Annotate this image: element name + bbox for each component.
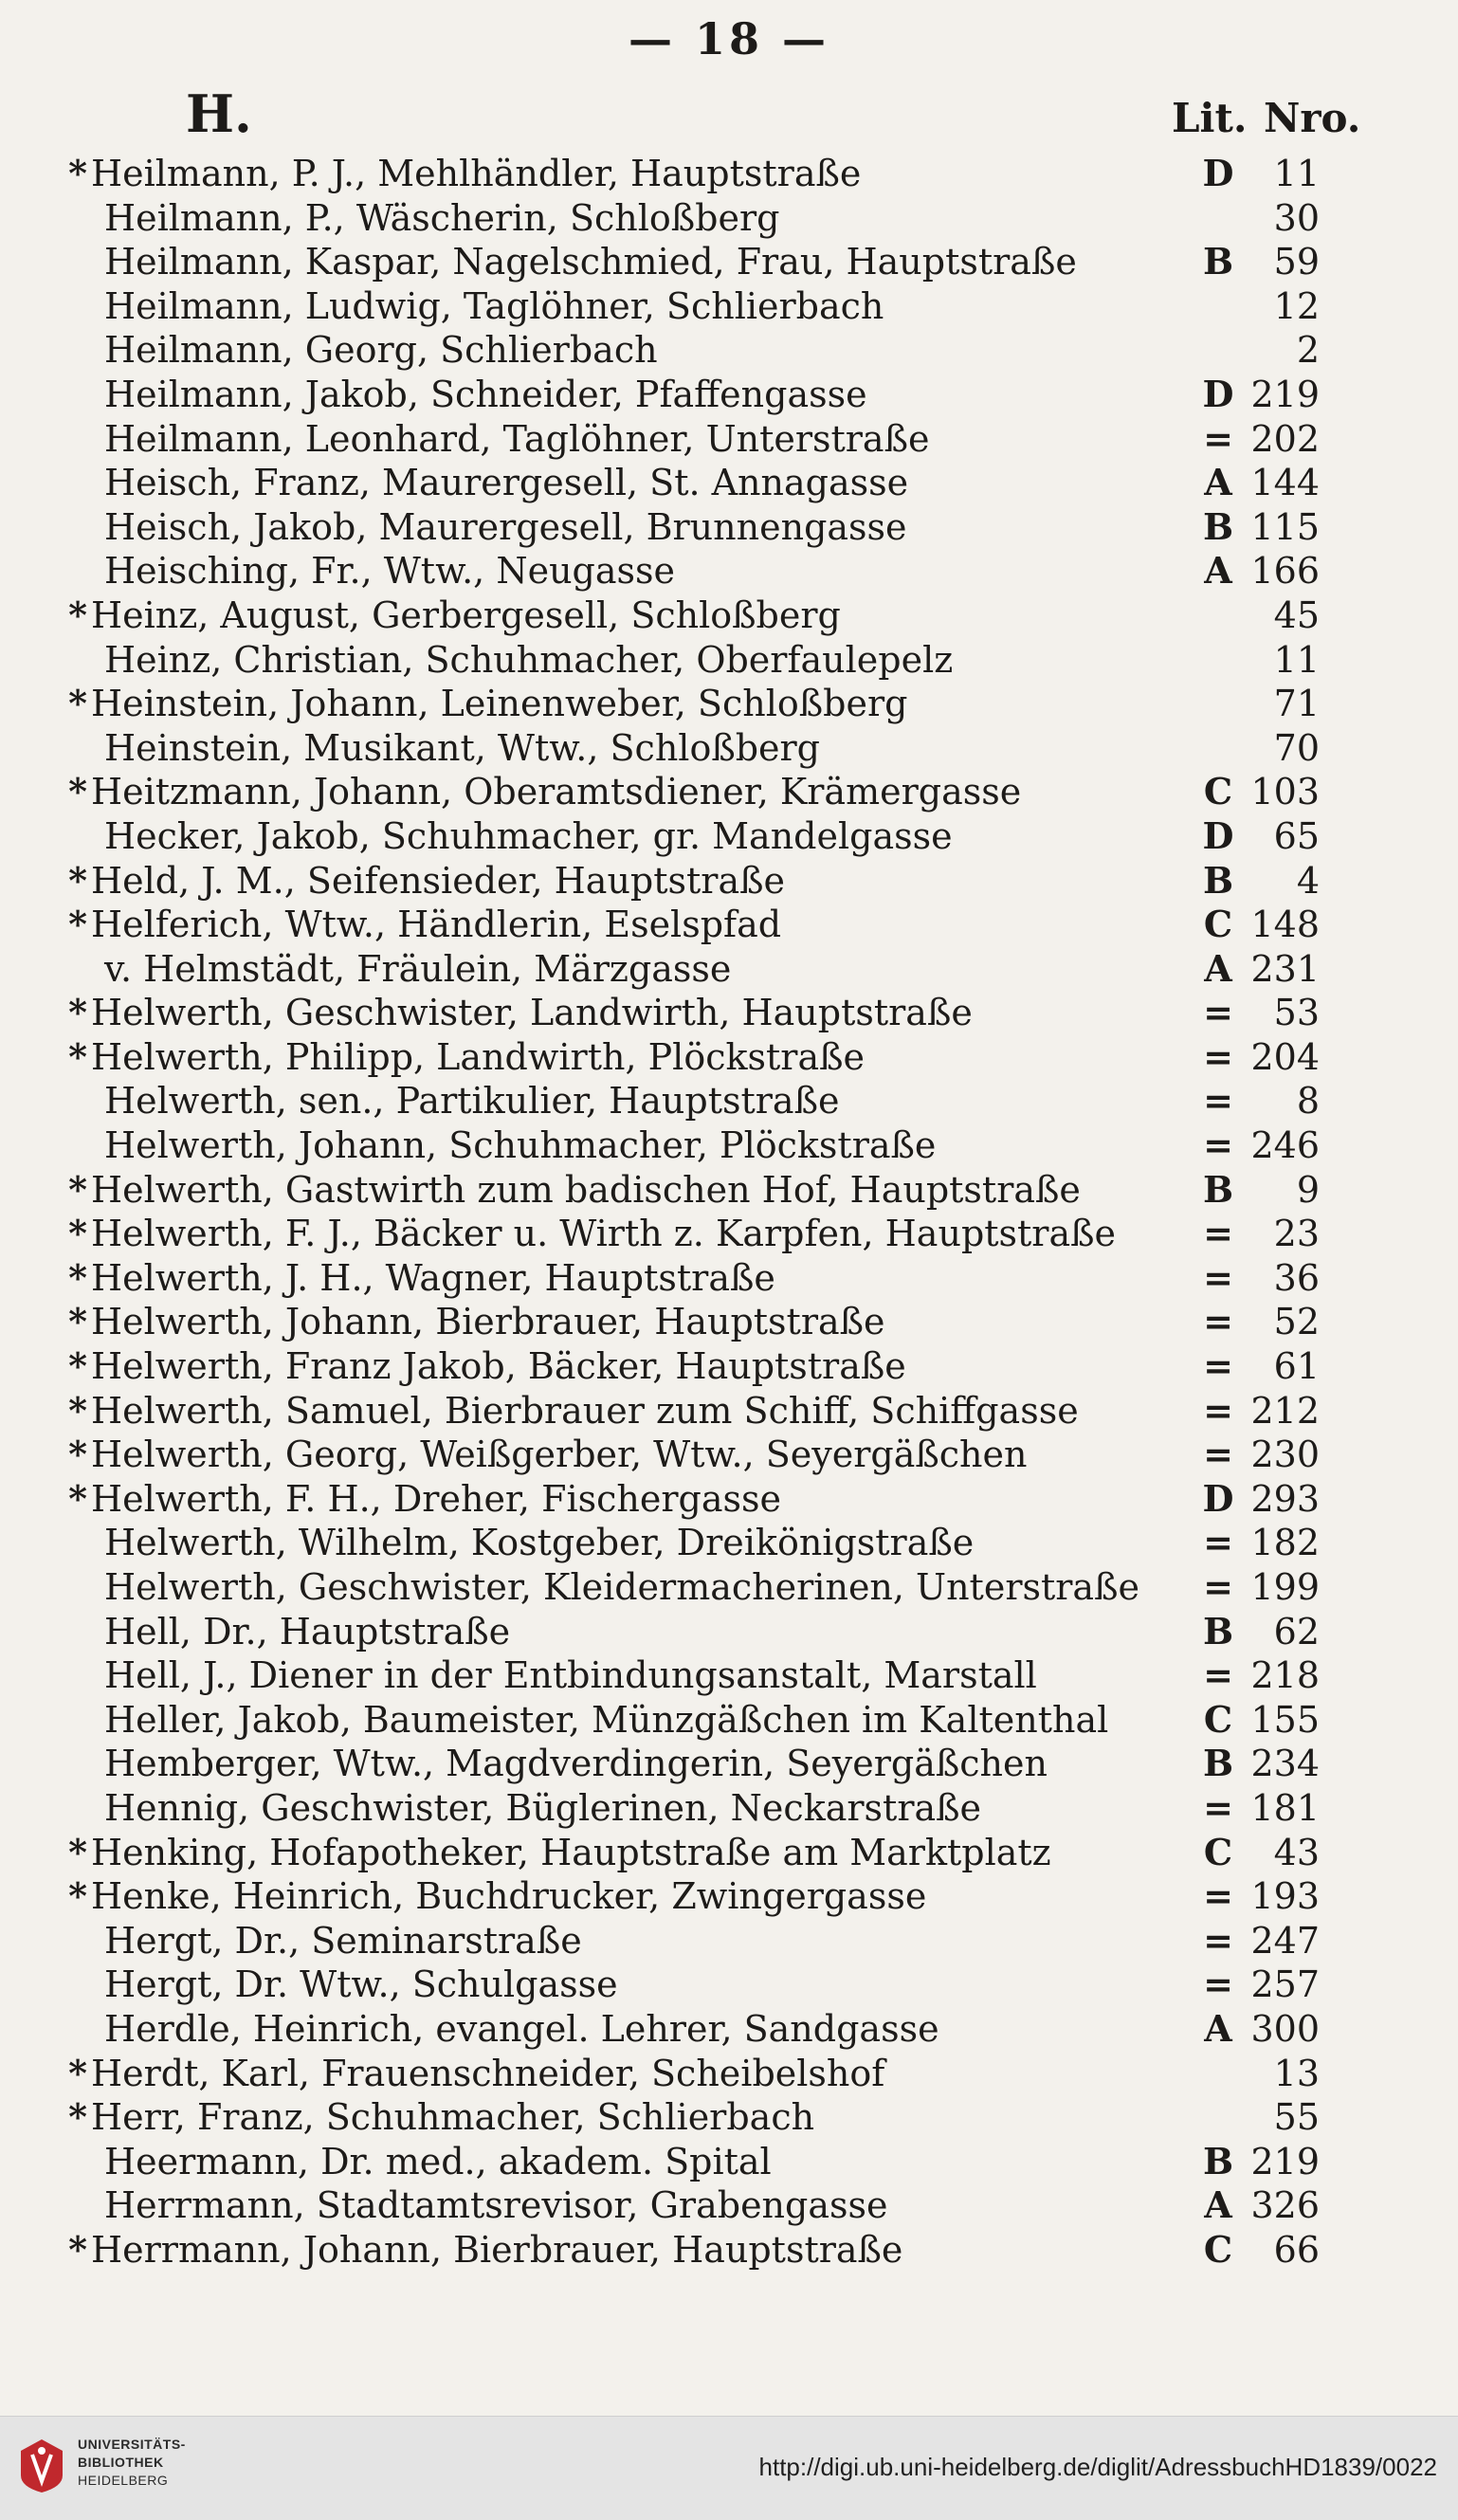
entry-name: Heinz, August, Gerbergesell, Schloßberg (91, 593, 841, 636)
entry-name: Helwerth, Gastwirth zum badischen Hof, Hauptstraße (91, 1168, 1081, 1211)
entry-nro: 71 (1273, 683, 1320, 725)
entry-mark: * (68, 1388, 87, 1432)
entry-lit: = (1203, 1123, 1233, 1167)
directory-entry (0, 682, 1458, 726)
entry-lit: C (1203, 2227, 1233, 2271)
entry-lit: B (1202, 240, 1234, 283)
column-header-nro: Nro. (1264, 95, 1361, 141)
entry-lit: = (1203, 416, 1233, 460)
entry-name: Heinstein, Musikant, Wtw., Schloßberg (104, 726, 821, 769)
entry-nro: 199 (1250, 1566, 1320, 1608)
entry-name: Heisch, Franz, Maurergesell, St. Annagasse (104, 462, 909, 504)
entry-name: Helwerth, Samuel, Bierbrauer zum Schiff, Schiffgasse (91, 1389, 1079, 1432)
entry-mark: * (68, 903, 87, 946)
entry-nro: 9 (1296, 1168, 1320, 1211)
entry-name: Held, J. M., Seifensieder, Hauptstraße (91, 859, 785, 902)
directory-entry (0, 2095, 1458, 2140)
entry-name: Hell, Dr., Hauptstraße (104, 1610, 511, 1653)
entry-name: Helwerth, Wilhelm, Kostgeber, Dreikönigstraße (104, 1522, 975, 1564)
entry-name: Heilmann, Kaspar, Nagelschmied, Frau, Hauptstraße (104, 241, 1077, 283)
entry-nro: 12 (1273, 284, 1320, 327)
directory-entry (0, 1831, 1458, 1875)
entry-lit: C (1203, 903, 1233, 946)
entry-name: Herr, Franz, Schuhmacher, Schlierbach (91, 2096, 815, 2139)
entry-name: Hergt, Dr. Wtw., Schulgasse (104, 1963, 618, 2006)
entry-lit: = (1203, 1079, 1233, 1123)
entry-lit: = (1203, 1963, 1233, 2006)
directory-entry (0, 1433, 1458, 1477)
section-letter: H. (186, 83, 252, 144)
entry-lit: B (1202, 2139, 1234, 2182)
directory-entry (0, 2183, 1458, 2228)
entry-name: Heller, Jakob, Baumeister, Münzgäßchen im Kaltenthal (104, 1698, 1109, 1741)
entry-mark: * (68, 682, 87, 725)
entry-mark: * (68, 1433, 87, 1476)
directory-entry (0, 549, 1458, 593)
entry-mark: * (68, 1034, 87, 1078)
entry-name: Helwerth, Johann, Bierbrauer, Hauptstraße (91, 1301, 885, 1343)
directory-entry (0, 1653, 1458, 1698)
directory-entry (0, 1698, 1458, 1743)
directory-entry (0, 726, 1458, 771)
entry-lit: = (1203, 1433, 1233, 1476)
directory-entry (0, 373, 1458, 417)
entry-lit: B (1202, 504, 1234, 548)
entry-mark: * (68, 2095, 87, 2139)
entry-nro: 166 (1250, 550, 1320, 593)
entry-lit: D (1202, 813, 1234, 857)
entry-name: Heilmann, P., Wäscherin, Schloßberg (104, 196, 780, 239)
entry-nro: 55 (1273, 2096, 1320, 2139)
directory-entry (0, 1389, 1458, 1433)
directory-entry (0, 1521, 1458, 1565)
entry-name: Heilmann, P. J., Mehlhändler, Hauptstraße (91, 153, 862, 194)
directory-entry (0, 152, 1458, 196)
entry-lit: A (1204, 2006, 1232, 2050)
directory-entry (0, 1300, 1458, 1344)
entry-nro: 247 (1250, 1919, 1320, 1962)
directory-entry (0, 1477, 1458, 1522)
entry-nro: 246 (1250, 1124, 1320, 1167)
entry-mark: * (68, 1344, 87, 1388)
directory-entry (0, 328, 1458, 373)
directory-entry (0, 1610, 1458, 1654)
entry-lit: = (1203, 991, 1233, 1034)
directory-entry (0, 461, 1458, 505)
entry-nro: 30 (1273, 196, 1320, 239)
entry-lit: = (1203, 1785, 1233, 1829)
entry-name: Heermann, Dr. med., akadem. Spital (104, 2140, 772, 2182)
entry-nro: 43 (1273, 1831, 1320, 1873)
viewer-footer (0, 2416, 1458, 2520)
entry-lit: = (1203, 1565, 1233, 1608)
directory-entry (0, 2007, 1458, 2052)
entry-lit: B (1202, 1167, 1234, 1211)
entry-lit: D (1202, 1476, 1234, 1520)
source-url-link[interactable]: http://digi.ub.uni-heidelberg.de/diglit/AdressbuchHD1839/0022 (758, 2453, 1437, 2481)
entry-mark: * (68, 1830, 87, 1873)
entry-name: Heinstein, Johann, Leinenweber, Schloßberg (91, 683, 908, 725)
entry-nro: 300 (1250, 2007, 1320, 2050)
entry-name: Helwerth, sen., Partikulier, Hauptstraße (104, 1080, 840, 1123)
entry-lit: D (1202, 152, 1234, 194)
entry-nro: 4 (1296, 859, 1320, 902)
entry-name: Helwerth, F. H., Dreher, Fischergasse (91, 1477, 781, 1520)
entry-lit: = (1203, 1212, 1233, 1255)
entry-name: Heinz, Christian, Schuhmacher, Oberfaulepelz (104, 638, 954, 681)
entry-nro: 193 (1250, 1875, 1320, 1918)
entry-lit: = (1203, 1344, 1233, 1388)
entry-name: Helferich, Wtw., Händlerin, Eselspfad (91, 904, 782, 946)
entry-nro: 182 (1250, 1522, 1320, 1564)
library-logo-text: UNIVERSITÄTS- BIBLIOTHEK HEIDELBERG (78, 2437, 186, 2488)
entry-lit: = (1203, 1874, 1233, 1918)
university-seal-icon (17, 2438, 66, 2494)
directory-entry (0, 1035, 1458, 1080)
directory-entry (0, 1565, 1458, 1610)
entry-name: Helwerth, Franz Jakob, Bäcker, Hauptstraße (91, 1345, 906, 1388)
entry-lit: A (1204, 549, 1232, 593)
entry-nro: 218 (1250, 1654, 1320, 1697)
entry-nro: 155 (1250, 1698, 1320, 1741)
directory-entry (0, 2228, 1458, 2273)
entry-nro: 293 (1250, 1477, 1320, 1520)
directory-entry (0, 770, 1458, 814)
entry-nro: 45 (1273, 593, 1320, 636)
entry-nro: 219 (1250, 2140, 1320, 2182)
entry-nro: 231 (1250, 947, 1320, 990)
entry-mark: * (68, 1874, 87, 1918)
entry-lit: B (1202, 1609, 1234, 1653)
entry-nro: 66 (1273, 2228, 1320, 2271)
entry-mark: * (68, 858, 87, 902)
entry-lit: B (1202, 858, 1234, 902)
entry-nro: 70 (1273, 726, 1320, 769)
directory-entry (0, 638, 1458, 683)
entry-nro: 61 (1273, 1345, 1320, 1388)
entry-nro: 234 (1250, 1743, 1320, 1785)
directory-entry (0, 1919, 1458, 1963)
entry-name: Hemberger, Wtw., Magdverdingerin, Seyergäßchen (104, 1743, 1048, 1785)
entry-lit: A (1204, 946, 1232, 990)
entry-name: Herdle, Heinrich, evangel. Lehrer, Sandgasse (104, 2007, 939, 2050)
directory-entry (0, 1212, 1458, 1256)
entry-lit: C (1203, 1697, 1233, 1741)
entry-mark: * (68, 991, 87, 1034)
entry-lit: = (1203, 1300, 1233, 1343)
entry-nro: 144 (1250, 462, 1320, 504)
entry-lit: C (1203, 770, 1233, 813)
entry-nro: 181 (1250, 1786, 1320, 1829)
entry-name: Henke, Heinrich, Buchdrucker, Zwingergasse (91, 1875, 927, 1918)
directory-entry (0, 1344, 1458, 1389)
directory-entry (0, 1874, 1458, 1919)
entry-nro: 13 (1273, 2052, 1320, 2094)
directory-entry (0, 417, 1458, 462)
entry-nro: 65 (1273, 814, 1320, 857)
entry-name: Helwerth, Geschwister, Landwirth, Hauptstraße (91, 992, 973, 1034)
directory-entry (0, 2140, 1458, 2184)
entry-name: Heilmann, Georg, Schlierbach (104, 329, 658, 372)
entry-mark: * (68, 1167, 87, 1211)
entry-name: Helwerth, F. J., Bäcker u. Wirth z. Karpfen, Hauptstraße (91, 1213, 1116, 1255)
entry-mark: * (68, 1476, 87, 1520)
directory-entry (0, 903, 1458, 947)
entry-lit: B (1202, 1742, 1234, 1785)
entry-name: Henking, Hofapotheker, Hauptstraße am Marktplatz (91, 1831, 1051, 1873)
entry-lit: C (1203, 1830, 1233, 1873)
directory-entry (0, 1963, 1458, 2007)
entry-name: Herrmann, Johann, Bierbrauer, Hauptstraße (91, 2228, 903, 2271)
directory-entry (0, 991, 1458, 1035)
entry-nro: 219 (1250, 373, 1320, 415)
entry-nro: 2 (1296, 329, 1320, 372)
directory-entry (0, 1256, 1458, 1301)
entry-nro: 103 (1250, 771, 1320, 813)
entry-name: Heilmann, Ludwig, Taglöhner, Schlierbach (104, 284, 884, 327)
entry-name: Hell, J., Diener in der Entbindungsanstalt, Marstall (104, 1654, 1037, 1697)
entry-lit: A (1204, 2183, 1232, 2227)
directory-entry (0, 284, 1458, 329)
entry-nro: 52 (1273, 1301, 1320, 1343)
directory-entry (0, 2052, 1458, 2096)
entry-nro: 62 (1273, 1610, 1320, 1653)
directory-entry (0, 814, 1458, 859)
entry-nro: 326 (1250, 2184, 1320, 2227)
entry-name: Heilmann, Leonhard, Taglöhner, Unterstraße (104, 417, 930, 460)
entry-lit: D (1202, 372, 1234, 415)
directory-entry (0, 1742, 1458, 1786)
entry-nro: 59 (1273, 241, 1320, 283)
entry-lit: = (1203, 1388, 1233, 1432)
directory-entry (0, 196, 1458, 241)
entry-name: Helwerth, Georg, Weißgerber, Wtw., Seyergäßchen (91, 1433, 1028, 1476)
entry-lit: A (1204, 461, 1232, 504)
directory-entry (0, 1079, 1458, 1123)
directory-entries (0, 152, 1458, 2273)
entry-name: Heilmann, Jakob, Schneider, Pfaffengasse (104, 373, 867, 415)
entry-name: Hennig, Geschwister, Büglerinen, Neckarstraße (104, 1786, 982, 1829)
entry-nro: 115 (1250, 505, 1320, 548)
entry-lit: = (1203, 1918, 1233, 1962)
entry-nro: 8 (1296, 1080, 1320, 1123)
page-number: — 18 — (628, 13, 830, 64)
entry-mark: * (68, 2227, 87, 2271)
entry-name: v. Helmstädt, Fräulein, Märzgasse (104, 947, 732, 990)
directory-entry (0, 240, 1458, 284)
entry-lit: = (1203, 1034, 1233, 1078)
directory-entry (0, 859, 1458, 904)
entry-name: Hecker, Jakob, Schuhmacher, gr. Mandelgasse (104, 814, 953, 857)
entry-nro: 230 (1250, 1433, 1320, 1476)
entry-name: Heitzmann, Johann, Oberamtsdiener, Krämergasse (91, 771, 1022, 813)
entry-name: Heisching, Fr., Wtw., Neugasse (104, 550, 676, 593)
entry-mark: * (68, 1300, 87, 1343)
entry-mark: * (68, 770, 87, 813)
entry-nro: 204 (1250, 1035, 1320, 1078)
directory-entry (0, 947, 1458, 992)
entry-mark: * (68, 152, 87, 194)
entry-name: Hergt, Dr., Seminarstraße (104, 1919, 582, 1962)
directory-entry (0, 1168, 1458, 1213)
column-header-lit: Lit. (1172, 95, 1248, 141)
directory-entry (0, 593, 1458, 638)
entry-name: Helwerth, Philipp, Landwirth, Plöckstraße (91, 1035, 865, 1078)
entry-nro: 257 (1250, 1963, 1320, 2006)
entry-mark: * (68, 1212, 87, 1255)
entry-name: Heisch, Jakob, Maurergesell, Brunnengasse (104, 505, 907, 548)
entry-mark: * (68, 593, 87, 636)
entry-mark: * (68, 1255, 87, 1299)
entry-nro: 212 (1250, 1389, 1320, 1432)
entry-nro: 11 (1273, 153, 1320, 194)
entry-nro: 36 (1273, 1256, 1320, 1299)
entry-name: Helwerth, Johann, Schuhmacher, Plöckstraße (104, 1124, 937, 1167)
entry-lit: = (1203, 1255, 1233, 1299)
entry-nro: 202 (1250, 417, 1320, 460)
entry-nro: 23 (1273, 1213, 1320, 1255)
entry-name: Helwerth, Geschwister, Kleidermacherinen, Unterstraße (104, 1566, 1139, 1608)
entry-name: Herrmann, Stadtamtsrevisor, Grabengasse (104, 2184, 888, 2227)
entry-lit: = (1203, 1521, 1233, 1564)
entry-nro: 53 (1273, 992, 1320, 1034)
directory-entry (0, 505, 1458, 550)
entry-lit: = (1203, 1653, 1233, 1697)
directory-entry (0, 1786, 1458, 1831)
entry-nro: 148 (1250, 904, 1320, 946)
entry-name: Herdt, Karl, Frauenschneider, Scheibelshof (91, 2052, 885, 2094)
entry-name: Helwerth, J. H., Wagner, Hauptstraße (91, 1256, 775, 1299)
entry-mark: * (68, 2051, 87, 2094)
entry-nro: 11 (1273, 638, 1320, 681)
directory-entry (0, 1123, 1458, 1168)
